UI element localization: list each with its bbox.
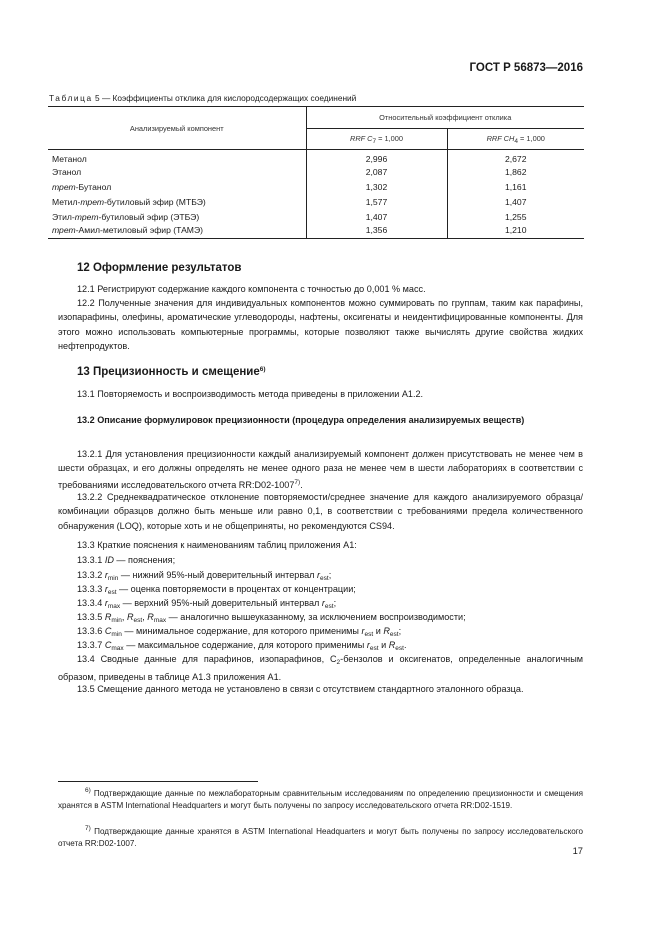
rrf-c7-value: 2,087 xyxy=(306,164,447,179)
table-row xyxy=(48,179,584,194)
table-header-rrf-c7: RRF $C_7 = 1,000$ xyxy=(306,129,447,150)
heading-13-2: 13.2 Описание формулировок прецизионности (процедура определения анализируемых веществ) xyxy=(77,415,525,425)
item-13-3-6: 13.3.6 $C_{min}$ — минимальное содержание, для которого применимы $r_{est}$ и $R_{est}$; xyxy=(77,626,402,638)
paragraph-13-3: 13.3 Краткие пояснения к наименованиям таблиц приложения А1: xyxy=(77,540,357,550)
rrf-ch4-value: 1,407 xyxy=(504,196,527,207)
table-row xyxy=(48,150,584,165)
table-header-component: Анализируемый компонент xyxy=(48,107,306,150)
component-name: Метил-трет-бутиловый эфир (МТБЭ) xyxy=(48,194,306,209)
component-name: трет-Амил-метиловый эфир (ТАМЭ) xyxy=(48,224,306,239)
item-13-3-7: 13.3.7 $C_{max}$ — максимальное содержание, для которого применимы $r_{est}$ и $R_{est}$. xyxy=(77,640,407,652)
paragraph-12-2: 12.2 Полученные значения для индивидуальных компонентов можно суммировать по группам, таким как парафины, изопарафины, олефины, ароматические углеводороды, нафтены, оксигенаты и неидентифицированные компоненты. Для этого можно использовать компьютерные программы, которые позволяют также вычислять другие свойства жидких нефтепродуктов. xyxy=(58,298,583,352)
section-13-title: 13 Прецизионность и смещение$^{6)}$ xyxy=(77,366,266,378)
standard-number: ГОСТ Р 56873—2016 xyxy=(469,62,583,74)
rrf-c7-value: 1,577 xyxy=(306,194,447,209)
footnote-6: $^{6)}$ Подтверждающие данные по межлабораторным сравнительным исследованиям по определению прецизионности и смещения хранятся в ASTM International Headquarters и могут быть получены по запросу исследовательского отчета RR:D02-1519. xyxy=(58,787,583,811)
paragraph-13-2-2: 13.2.2 Среднеквадратическое отклонение повторяемости/среднее значение для каждого анализируемого образца/комбинации образцов должно быть меньше или равно 0,1, в соответствии с требованиями предела количественного обнаружения (LOQ), которые хоть и не общеприняты, но рекомендуются CS94. xyxy=(58,492,583,531)
component-name: Этанол xyxy=(48,164,306,179)
page-number: 17 xyxy=(572,845,583,856)
rrf-ch4-value: 1,161 xyxy=(504,181,527,192)
rrf-c7-value: 1,356 xyxy=(306,224,447,239)
rrf-ch4-value: 2,672 xyxy=(504,153,527,164)
footnote-7: $^{7)}$ Подтверждающие данные хранятся в ASTM International Headquarters и могут быть получены по запросу исследовательского отчета RR:D02-1007. xyxy=(58,825,583,849)
footnote-divider xyxy=(58,781,258,782)
component-name: трет-Бутанол xyxy=(48,179,306,194)
response-factor-table xyxy=(48,106,584,239)
table-row xyxy=(48,209,584,224)
table-row xyxy=(48,194,584,209)
table-header-group: Относительный коэффициент отклика xyxy=(306,107,584,129)
item-13-3-3: 13.3.3 $r_{est}$ — оценка повторяемости в процентах от концентрации; xyxy=(77,584,356,596)
item-13-3-2: 13.3.2 $r_{min}$ — нижний 95%-ный доверительный интервал $r_{est}$; xyxy=(77,570,332,582)
section-12-title: 12 Оформление результатов xyxy=(77,262,242,274)
rrf-ch4-value: 1,255 xyxy=(504,211,527,222)
table-caption-text: 5 — Коэффициенты отклика для кислородсодержащих соединений xyxy=(92,93,357,103)
paragraph-13-5: 13.5 Смещение данного метода не установлено в связи с отсутствием стандартного эталонного образца. xyxy=(77,684,524,694)
rrf-c7-value: 1,302 xyxy=(306,179,447,194)
item-13-3-4: 13.3.4 $r_{max}$ — верхний 95%-ный доверительный интервал $r_{est}$; xyxy=(77,598,337,610)
table-row xyxy=(48,164,584,179)
table-caption xyxy=(49,93,356,103)
paragraph-13-2-1: 13.2.1 Для установления прецизионности каждый анализируемый компонент должен присутствовать не менее чем в шести образцах, и его должны определять не менее одного раза не менее чем в шести лабораториях в соответствии с требованиями исследовательского отчета RR:D02-1007$^{7)}$. xyxy=(58,449,583,490)
component-name: Этил-трет-бутиловый эфир (ЭТБЭ) xyxy=(48,209,306,224)
paragraph-13-1: 13.1 Повторяемость и воспроизводимость метода приведены в приложении А1.2. xyxy=(77,389,424,399)
table-row xyxy=(48,224,584,239)
rrf-c7-value: 1,407 xyxy=(306,209,447,224)
paragraph-13-4: 13.4 Сводные данные для парафинов, изопарафинов, $С_2$-бензолов и оксигенатов, определенные аналогичным образом, приведены в таблице А1.3 приложения А1. xyxy=(58,654,583,683)
rrf-ch4-value: 1,210 xyxy=(447,224,584,239)
table-caption-word: Таблица xyxy=(49,93,93,103)
item-13-3-5: 13.3.5 $R_{min}$, $R_{est}$, $R_{max}$ — аналогично вышеуказанному, за исключением воспроизводимости; xyxy=(77,612,466,624)
item-13-3-1: 13.3.1 ID — пояснения; xyxy=(77,555,176,565)
rrf-ch4-value: 1,862 xyxy=(504,166,527,177)
component-name: Метанол xyxy=(48,150,306,165)
table-header-rrf-ch4: RRF $CH_4 = 1,000$ xyxy=(447,129,584,150)
paragraph-12-1: 12.1 Регистрируют содержание каждого компонента с точностью до 0,001 % масс. xyxy=(77,284,426,294)
rrf-c7-value: 2,996 xyxy=(306,150,447,165)
